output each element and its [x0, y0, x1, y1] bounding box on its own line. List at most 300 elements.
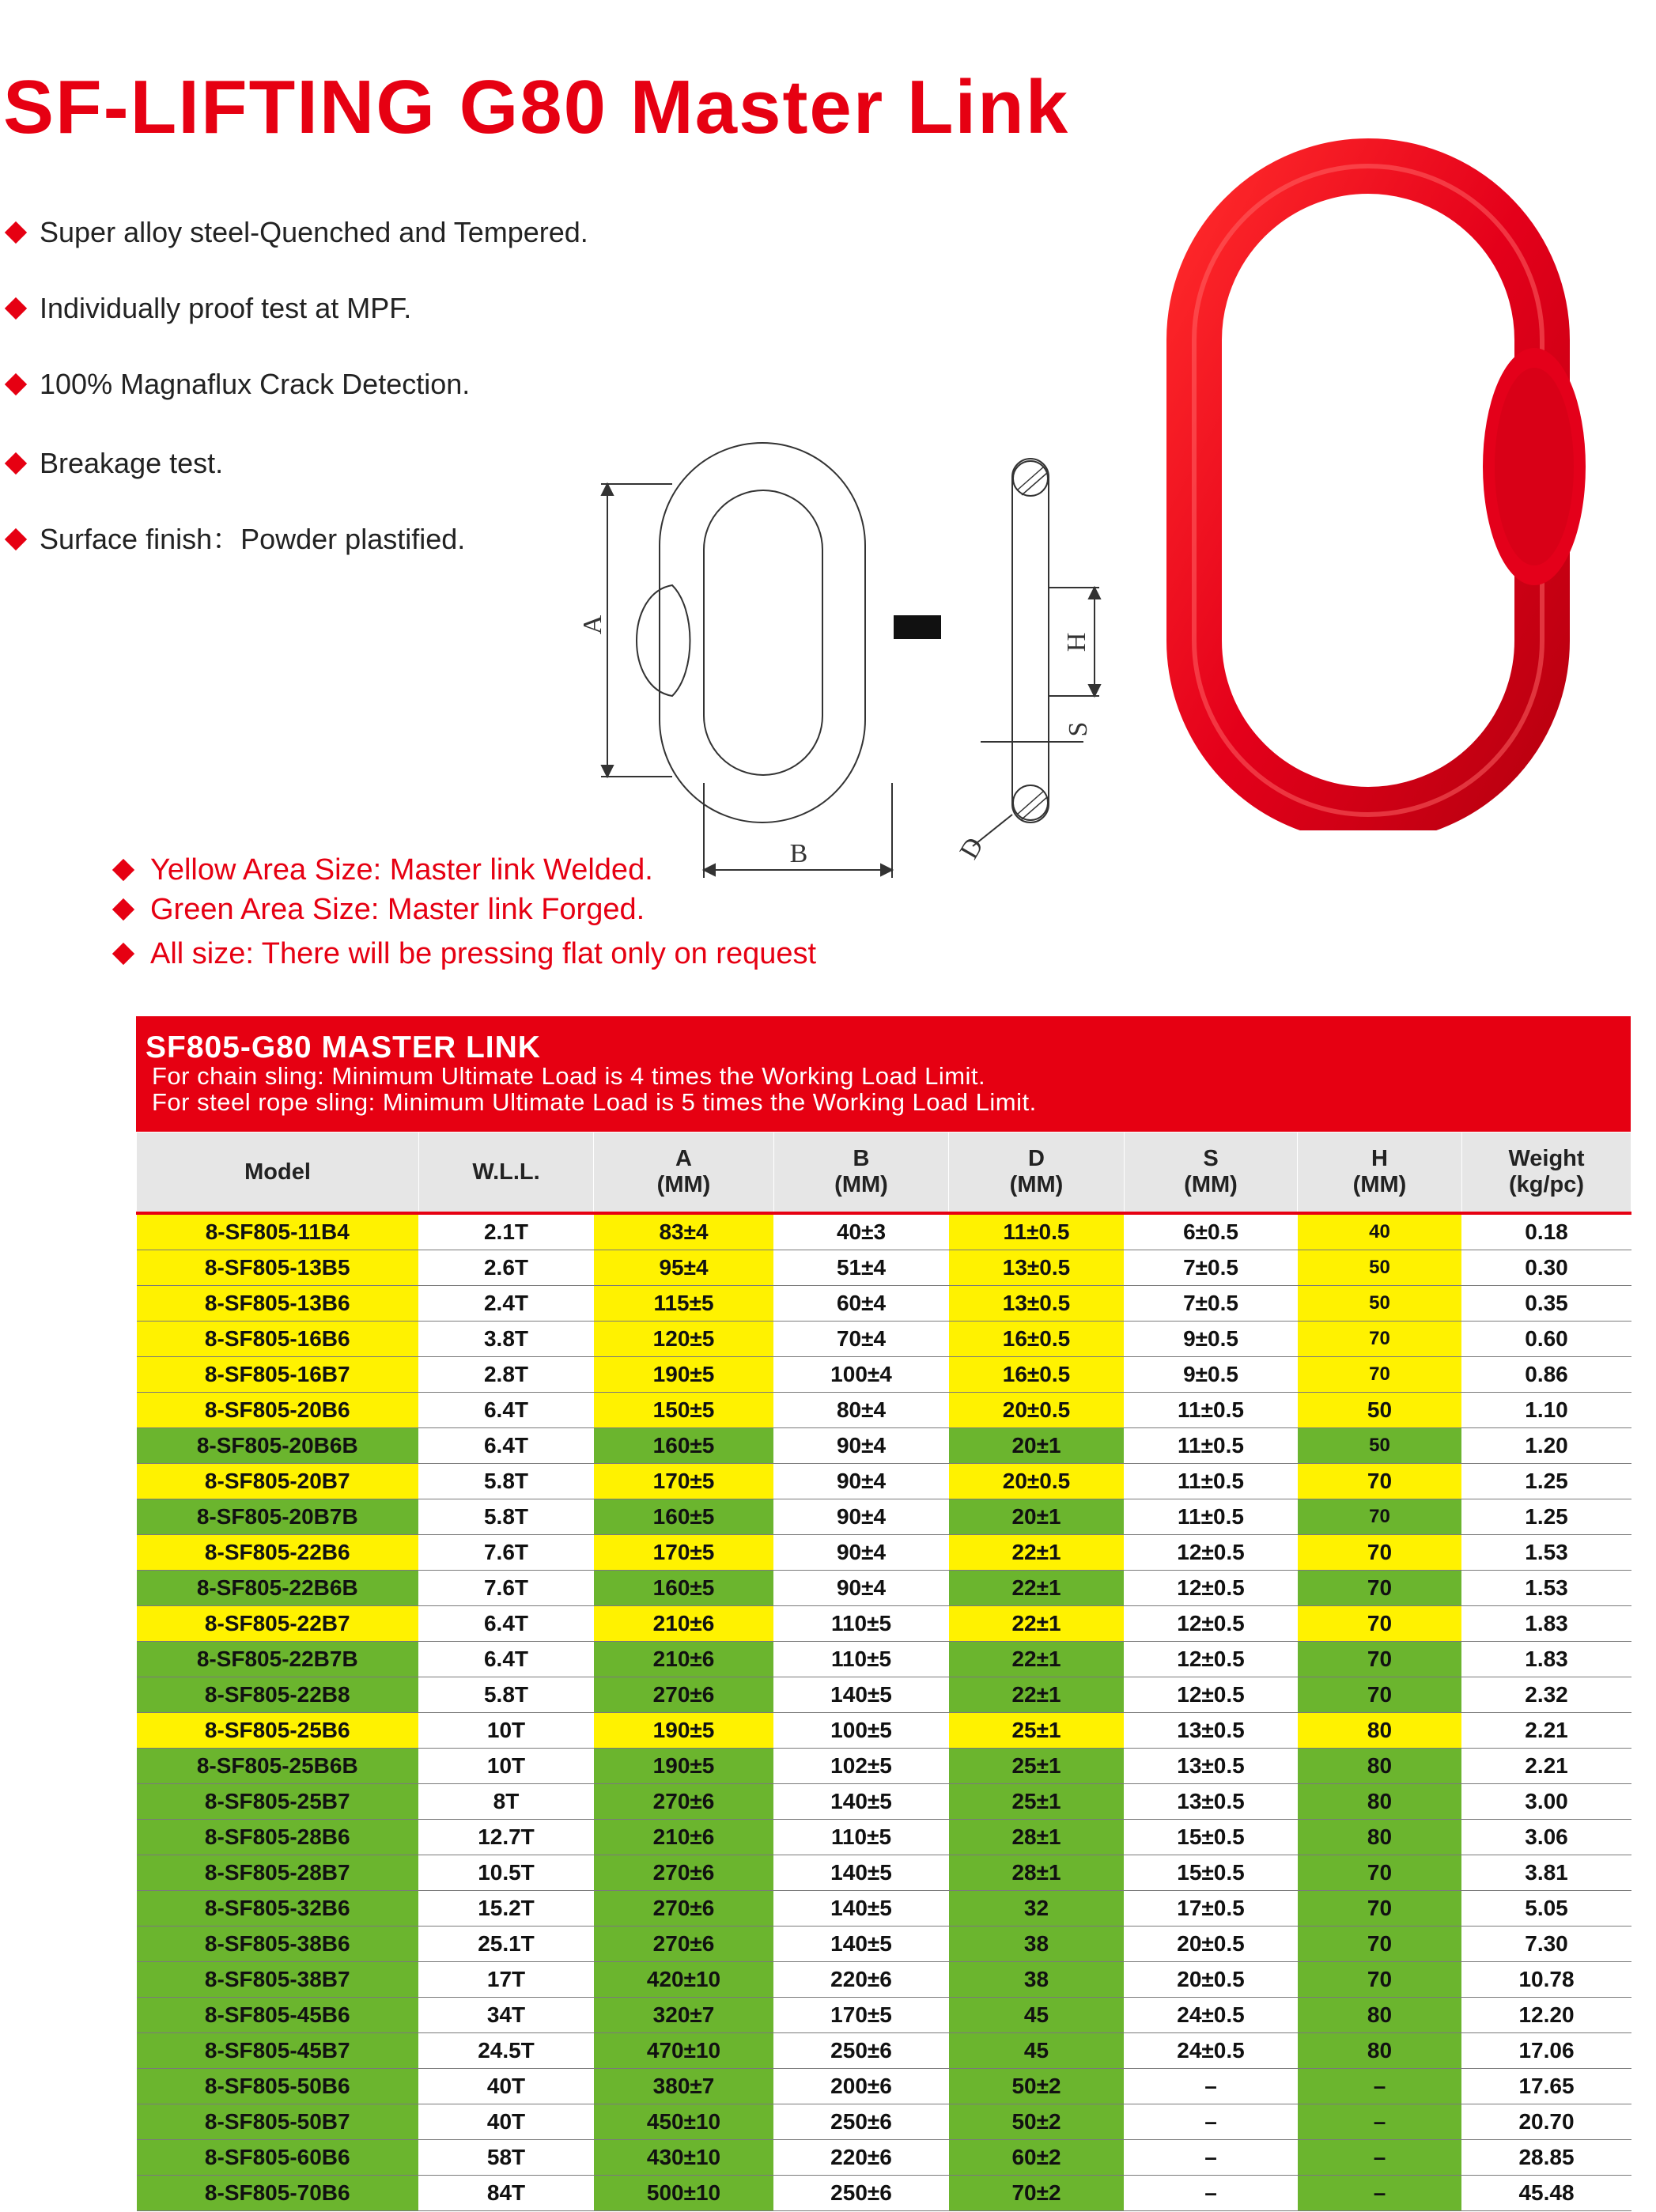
table-cell: 50±2 — [949, 2104, 1125, 2140]
table-row — [137, 1535, 1631, 1571]
table-cell: 170±5 — [594, 1535, 774, 1571]
table-cell: 90±4 — [774, 1571, 949, 1606]
table-row — [137, 1677, 1631, 1713]
table-cell: 20.70 — [1462, 2104, 1631, 2140]
table-cell: 12±0.5 — [1125, 1677, 1298, 1713]
table-cell: 70 — [1298, 1927, 1462, 1962]
table-cell: 11±0.5 — [1125, 1499, 1298, 1535]
table-row — [137, 1464, 1631, 1499]
table-cell: 2.1T — [419, 1213, 594, 1250]
table-cell: 70 — [1298, 1891, 1462, 1927]
table-cell: 50 — [1298, 1286, 1462, 1322]
column-header-label: H — [1371, 1146, 1388, 1171]
table-cell: 17.65 — [1462, 2069, 1631, 2104]
table-cell: 16±0.5 — [949, 1322, 1125, 1357]
table-cell: 20±0.5 — [949, 1464, 1125, 1499]
table-cell: 32 — [949, 1891, 1125, 1927]
table-cell: 1.25 — [1462, 1464, 1631, 1499]
column-header-unit: (MM) — [1184, 1172, 1238, 1197]
column-header-unit: (MM) — [656, 1172, 711, 1197]
table-cell: 8-SF805-13B6 — [137, 1286, 419, 1322]
table-cell: 420±10 — [594, 1962, 774, 1998]
table-cell: 8-SF805-20B7B — [137, 1499, 419, 1535]
table-cell: 40T — [419, 2104, 594, 2140]
dimension-label-s: S — [1064, 721, 1093, 737]
table-cell: 15±0.5 — [1125, 1820, 1298, 1855]
table-cell: 190±5 — [594, 1713, 774, 1749]
table-cell: 50±2 — [949, 2069, 1125, 2104]
table-cell: 2.4T — [419, 1286, 594, 1322]
table-cell: 3.81 — [1462, 1855, 1631, 1891]
table-cell: 80 — [1298, 2033, 1462, 2069]
table-cell: 38 — [949, 1962, 1125, 1998]
table-cell: 8-SF805-38B7 — [137, 1962, 419, 1998]
table-cell: 5.8T — [419, 1499, 594, 1535]
table-cell: 270±6 — [594, 1927, 774, 1962]
table-cell: 45 — [949, 2033, 1125, 2069]
table-cell: 40±3 — [774, 1213, 949, 1250]
table-row — [137, 2140, 1631, 2176]
column-header-label: Model — [244, 1159, 311, 1185]
table-row — [137, 1322, 1631, 1357]
table-row — [137, 1713, 1631, 1749]
feature-text: Super alloy steel-Quenched and Tempered. — [40, 216, 588, 248]
table-cell: 450±10 — [594, 2104, 774, 2140]
table-title-bar — [136, 1016, 1631, 1132]
table-cell: 13±0.5 — [949, 1250, 1125, 1286]
table-cell: 22±1 — [949, 1677, 1125, 1713]
table-cell: 6.4T — [419, 1642, 594, 1677]
table-cell: 13±0.5 — [1125, 1749, 1298, 1784]
table-cell: 220±6 — [774, 1962, 949, 1998]
table-cell: 8-SF805-20B6 — [137, 1393, 419, 1428]
column-header-unit: (kg/pc) — [1508, 1172, 1585, 1197]
table-cell: 51±4 — [774, 1250, 949, 1286]
spec-data-table — [136, 1132, 1631, 2211]
weld-mark — [894, 615, 941, 639]
table-cell: 8-SF805-22B7B — [137, 1642, 419, 1677]
table-cell: 2.8T — [419, 1357, 594, 1393]
table-cell: 5.05 — [1462, 1891, 1631, 1927]
table-cell: 190±5 — [594, 1749, 774, 1784]
table-row — [137, 1428, 1631, 1464]
table-cell: 80 — [1298, 1749, 1462, 1784]
column-header-label: Weight — [1508, 1146, 1585, 1171]
table-cell: 110±5 — [774, 1642, 949, 1677]
table-cell: 25±1 — [949, 1784, 1125, 1820]
column-header-label: W.L.L. — [472, 1159, 540, 1185]
link-inner-outline — [704, 490, 822, 775]
table-cell: 7.6T — [419, 1571, 594, 1606]
table-cell: 70 — [1298, 1571, 1462, 1606]
diamond-bullet-icon — [112, 859, 134, 881]
table-cell: 100±5 — [774, 1713, 949, 1749]
table-row — [137, 1213, 1631, 1250]
table-cell: 70 — [1298, 1535, 1462, 1571]
table-cell: 70 — [1298, 1642, 1462, 1677]
table-cell: – — [1125, 2176, 1298, 2211]
note-item — [111, 894, 645, 925]
table-row — [137, 2069, 1631, 2104]
table-cell: 8-SF805-16B6 — [137, 1322, 419, 1357]
table-cell: 20±0.5 — [949, 1393, 1125, 1428]
table-row — [137, 1749, 1631, 1784]
table-cell: 12±0.5 — [1125, 1571, 1298, 1606]
table-cell: 60±4 — [774, 1286, 949, 1322]
table-cell: 1.53 — [1462, 1571, 1631, 1606]
table-cell: 70±2 — [949, 2176, 1125, 2211]
table-cell: 16±0.5 — [949, 1357, 1125, 1393]
table-cell: 170±5 — [594, 1464, 774, 1499]
table-cell: 2.6T — [419, 1250, 594, 1286]
column-header — [419, 1132, 594, 1214]
table-cell: 6.4T — [419, 1606, 594, 1642]
table-cell: 10T — [419, 1713, 594, 1749]
feature-text: Surface finish：Powder plastified. — [40, 523, 466, 555]
table-cell: 380±7 — [594, 2069, 774, 2104]
feature-item — [3, 218, 588, 247]
table-cell: 12±0.5 — [1125, 1606, 1298, 1642]
dimension-diagram — [569, 435, 1107, 878]
table-cell: 12.7T — [419, 1820, 594, 1855]
column-header-label: S — [1203, 1146, 1219, 1171]
table-cell: 12.20 — [1462, 1998, 1631, 2033]
table-cell: 22±1 — [949, 1642, 1125, 1677]
table-cell: 2.32 — [1462, 1677, 1631, 1713]
column-header-unit: (MM) — [1009, 1172, 1064, 1197]
table-cell: 90±4 — [774, 1499, 949, 1535]
table-cell: 15.2T — [419, 1891, 594, 1927]
table-cell: 80±4 — [774, 1393, 949, 1428]
table-cell: 24±0.5 — [1125, 2033, 1298, 2069]
table-cell: 24.5T — [419, 2033, 594, 2069]
table-row — [137, 1927, 1631, 1962]
diamond-bullet-icon — [5, 373, 27, 395]
table-cell: 28.85 — [1462, 2140, 1631, 2176]
table-cell: 8-SF805-13B5 — [137, 1250, 419, 1286]
table-cell: 0.60 — [1462, 1322, 1631, 1357]
table-cell: 22±1 — [949, 1606, 1125, 1642]
table-cell: – — [1298, 2176, 1462, 2211]
table-cell: 8-SF805-32B6 — [137, 1891, 419, 1927]
table-cell: 115±5 — [594, 1286, 774, 1322]
table-cell: 50 — [1298, 1250, 1462, 1286]
table-cell: 70 — [1298, 1499, 1462, 1535]
table-cell: 430±10 — [594, 2140, 774, 2176]
table-header-row — [137, 1132, 1631, 1214]
table-cell: 25±1 — [949, 1713, 1125, 1749]
table-cell: 1.10 — [1462, 1393, 1631, 1428]
table-subtitle: For steel rope sling: Minimum Ultimate Load is 5 times the Working Load Limit. — [152, 1088, 1037, 1116]
table-cell: 160±5 — [594, 1428, 774, 1464]
table-cell: 80 — [1298, 1998, 1462, 2033]
table-cell: 13±0.5 — [949, 1286, 1125, 1322]
table-row — [137, 1286, 1631, 1322]
note-text: All size: There will be pressing flat only on request — [150, 937, 817, 970]
table-cell: 102±5 — [774, 1749, 949, 1784]
table-cell: 140±5 — [774, 1677, 949, 1713]
table-cell: 70 — [1298, 1357, 1462, 1393]
table-cell: 210±6 — [594, 1606, 774, 1642]
table-cell: 250±6 — [774, 2176, 949, 2211]
table-cell: 10.78 — [1462, 1962, 1631, 1998]
table-cell: 8-SF805-22B7 — [137, 1606, 419, 1642]
table-cell: – — [1125, 2104, 1298, 2140]
diamond-bullet-icon — [5, 297, 27, 320]
table-cell: – — [1298, 2140, 1462, 2176]
table-cell: 8-SF805-16B7 — [137, 1357, 419, 1393]
page-title: SF-LIFTING G80 Master Link — [3, 65, 1070, 149]
table-cell: 0.35 — [1462, 1286, 1631, 1322]
table-cell: – — [1298, 2069, 1462, 2104]
table-cell: 12±0.5 — [1125, 1535, 1298, 1571]
link-press-mark — [637, 585, 690, 696]
table-cell: 200±6 — [774, 2069, 949, 2104]
table-row — [137, 1820, 1631, 1855]
note-item — [111, 939, 816, 969]
table-cell: 1.53 — [1462, 1535, 1631, 1571]
table-cell: 12±0.5 — [1125, 1642, 1298, 1677]
table-cell: 60±2 — [949, 2140, 1125, 2176]
table-cell: 90±4 — [774, 1464, 949, 1499]
diamond-bullet-icon — [112, 943, 134, 965]
table-cell: 9±0.5 — [1125, 1322, 1298, 1357]
table-row — [137, 1891, 1631, 1927]
table-cell: 17T — [419, 1962, 594, 1998]
table-cell: 7.30 — [1462, 1927, 1631, 1962]
table-cell: 500±10 — [594, 2176, 774, 2211]
table-cell: 270±6 — [594, 1677, 774, 1713]
table-cell: 3.8T — [419, 1322, 594, 1357]
column-header — [774, 1132, 949, 1214]
table-cell: 110±5 — [774, 1820, 949, 1855]
table-cell: 13±0.5 — [1125, 1784, 1298, 1820]
table-cell: 95±4 — [594, 1250, 774, 1286]
table-cell: 6.4T — [419, 1393, 594, 1428]
table-cell: 8-SF805-25B7 — [137, 1784, 419, 1820]
table-row — [137, 2033, 1631, 2069]
table-cell: 0.30 — [1462, 1250, 1631, 1286]
column-header-unit: (MM) — [834, 1172, 888, 1197]
table-cell: 8-SF805-50B6 — [137, 2069, 419, 2104]
table-cell: 210±6 — [594, 1642, 774, 1677]
table-cell: 90±4 — [774, 1428, 949, 1464]
table-cell: 70 — [1298, 1855, 1462, 1891]
table-cell: 80 — [1298, 1713, 1462, 1749]
table-cell: 80 — [1298, 1820, 1462, 1855]
table-cell: 20±0.5 — [1125, 1962, 1298, 1998]
table-row — [137, 1250, 1631, 1286]
table-cell: 17.06 — [1462, 2033, 1631, 2069]
table-cell: 8-SF805-28B6 — [137, 1820, 419, 1855]
table-cell: 8-SF805-50B7 — [137, 2104, 419, 2140]
table-cell: 8-SF805-22B6B — [137, 1571, 419, 1606]
table-cell: – — [1125, 2069, 1298, 2104]
table-cell: 38 — [949, 1927, 1125, 1962]
table-cell: 0.86 — [1462, 1357, 1631, 1393]
column-header — [1125, 1132, 1298, 1214]
table-cell: 50 — [1298, 1393, 1462, 1428]
table-cell: 34T — [419, 1998, 594, 2033]
spec-table — [136, 1016, 1631, 2211]
table-cell: 160±5 — [594, 1499, 774, 1535]
dimension-label-d: D — [954, 832, 990, 864]
table-row — [137, 1784, 1631, 1820]
table-cell: 90±4 — [774, 1535, 949, 1571]
column-header-label: A — [675, 1146, 692, 1171]
table-cell: 3.06 — [1462, 1820, 1631, 1855]
table-cell: 58T — [419, 2140, 594, 2176]
table-cell: 20±1 — [949, 1428, 1125, 1464]
feature-item — [3, 294, 411, 323]
feature-item — [3, 449, 223, 478]
table-cell: 8-SF805-22B8 — [137, 1677, 419, 1713]
table-cell: 140±5 — [774, 1891, 949, 1927]
table-cell: 11±0.5 — [1125, 1428, 1298, 1464]
table-cell: 17±0.5 — [1125, 1891, 1298, 1927]
table-row — [137, 1499, 1631, 1535]
table-cell: 5.8T — [419, 1464, 594, 1499]
table-cell: 320±7 — [594, 1998, 774, 2033]
table-cell: 25.1T — [419, 1927, 594, 1962]
table-cell: 15±0.5 — [1125, 1855, 1298, 1891]
table-cell: 170±5 — [774, 1998, 949, 2033]
table-row — [137, 1855, 1631, 1891]
column-header-label: B — [853, 1146, 870, 1171]
table-cell: 7.6T — [419, 1535, 594, 1571]
table-cell: – — [1125, 2140, 1298, 2176]
master-link-photo — [1123, 119, 1629, 830]
table-cell: 6.4T — [419, 1428, 594, 1464]
table-cell: 8-SF805-25B6 — [137, 1713, 419, 1749]
diamond-bullet-icon — [5, 221, 27, 244]
table-cell: 20±1 — [949, 1499, 1125, 1535]
table-cell: 25±1 — [949, 1749, 1125, 1784]
table-cell: 250±6 — [774, 2033, 949, 2069]
diamond-bullet-icon — [5, 528, 27, 550]
table-cell: 8-SF805-60B6 — [137, 2140, 419, 2176]
table-row — [137, 1571, 1631, 1606]
table-cell: 45.48 — [1462, 2176, 1631, 2211]
column-header-label: D — [1028, 1146, 1045, 1171]
table-cell: 150±5 — [594, 1393, 774, 1428]
table-cell: 1.83 — [1462, 1642, 1631, 1677]
table-cell: 8-SF805-70B6 — [137, 2176, 419, 2211]
feature-item — [3, 370, 470, 399]
table-cell: 7±0.5 — [1125, 1286, 1298, 1322]
table-cell: 40T — [419, 2069, 594, 2104]
table-cell: 470±10 — [594, 2033, 774, 2069]
column-header — [1462, 1132, 1631, 1214]
feature-text: Individually proof test at MPF. — [40, 292, 412, 324]
table-cell: 0.18 — [1462, 1213, 1631, 1250]
table-cell: 140±5 — [774, 1927, 949, 1962]
note-item — [111, 855, 653, 885]
table-cell: 140±5 — [774, 1855, 949, 1891]
note-text: Yellow Area Size: Master link Welded. — [150, 853, 653, 887]
table-cell: 83±4 — [594, 1213, 774, 1250]
table-cell: 28±1 — [949, 1820, 1125, 1855]
table-cell: 28±1 — [949, 1855, 1125, 1891]
table-cell: 11±0.5 — [1125, 1464, 1298, 1499]
table-cell: 40 — [1298, 1213, 1462, 1250]
table-row — [137, 2176, 1631, 2211]
column-header-unit: (MM) — [1352, 1172, 1407, 1197]
table-cell: 70 — [1298, 1464, 1462, 1499]
table-row — [137, 1357, 1631, 1393]
table-cell: 220±6 — [774, 2140, 949, 2176]
column-header — [1298, 1132, 1462, 1214]
link-side-outline — [1012, 459, 1049, 822]
table-cell: 80 — [1298, 1784, 1462, 1820]
table-cell: 120±5 — [594, 1322, 774, 1357]
table-cell: 1.25 — [1462, 1499, 1631, 1535]
table-cell: 8-SF805-45B7 — [137, 2033, 419, 2069]
table-row — [137, 1642, 1631, 1677]
table-cell: 8-SF805-11B4 — [137, 1213, 419, 1250]
table-cell: 8-SF805-20B7 — [137, 1464, 419, 1499]
feature-text: Breakage test. — [40, 447, 224, 479]
feature-item — [3, 525, 465, 554]
table-cell: 70 — [1298, 1322, 1462, 1357]
table-cell: 5.8T — [419, 1677, 594, 1713]
table-cell: 11±0.5 — [1125, 1393, 1298, 1428]
table-cell: 8-SF805-28B7 — [137, 1855, 419, 1891]
dimension-label-h: H — [1062, 632, 1091, 652]
table-cell: 8-SF805-45B6 — [137, 1998, 419, 2033]
column-header — [137, 1132, 419, 1214]
table-cell: 6±0.5 — [1125, 1213, 1298, 1250]
table-cell: 84T — [419, 2176, 594, 2211]
table-cell: 8-SF805-20B6B — [137, 1428, 419, 1464]
table-cell: 100±4 — [774, 1357, 949, 1393]
note-text: Green Area Size: Master link Forged. — [150, 893, 645, 926]
table-cell: 7±0.5 — [1125, 1250, 1298, 1286]
table-cell: 160±5 — [594, 1571, 774, 1606]
table-cell: 70 — [1298, 1962, 1462, 1998]
table-cell: 2.21 — [1462, 1713, 1631, 1749]
table-cell: 11±0.5 — [949, 1213, 1125, 1250]
feature-text: 100% Magnaflux Crack Detection. — [40, 368, 471, 400]
table-cell: 50 — [1298, 1428, 1462, 1464]
table-cell: 250±6 — [774, 2104, 949, 2140]
table-cell: 70 — [1298, 1606, 1462, 1642]
table-row — [137, 1606, 1631, 1642]
table-row — [137, 1998, 1631, 2033]
table-cell: 20±0.5 — [1125, 1927, 1298, 1962]
table-cell: 1.20 — [1462, 1428, 1631, 1464]
table-cell: 24±0.5 — [1125, 1998, 1298, 2033]
table-subtitle: For chain sling: Minimum Ultimate Load is 4 times the Working Load Limit. — [152, 1062, 986, 1090]
diamond-bullet-icon — [112, 898, 134, 921]
table-cell: 22±1 — [949, 1571, 1125, 1606]
table-cell: 22±1 — [949, 1535, 1125, 1571]
table-row — [137, 2104, 1631, 2140]
table-cell: 9±0.5 — [1125, 1357, 1298, 1393]
column-header — [594, 1132, 774, 1214]
table-cell: 2.21 — [1462, 1749, 1631, 1784]
table-cell: 45 — [949, 1998, 1125, 2033]
diamond-bullet-icon — [5, 452, 27, 475]
table-cell: 1.83 — [1462, 1606, 1631, 1642]
table-cell: 210±6 — [594, 1820, 774, 1855]
table-cell: 70±4 — [774, 1322, 949, 1357]
table-cell: 110±5 — [774, 1606, 949, 1642]
column-header — [949, 1132, 1125, 1214]
table-cell: – — [1298, 2104, 1462, 2140]
table-cell: 270±6 — [594, 1855, 774, 1891]
table-cell: 8-SF805-22B6 — [137, 1535, 419, 1571]
